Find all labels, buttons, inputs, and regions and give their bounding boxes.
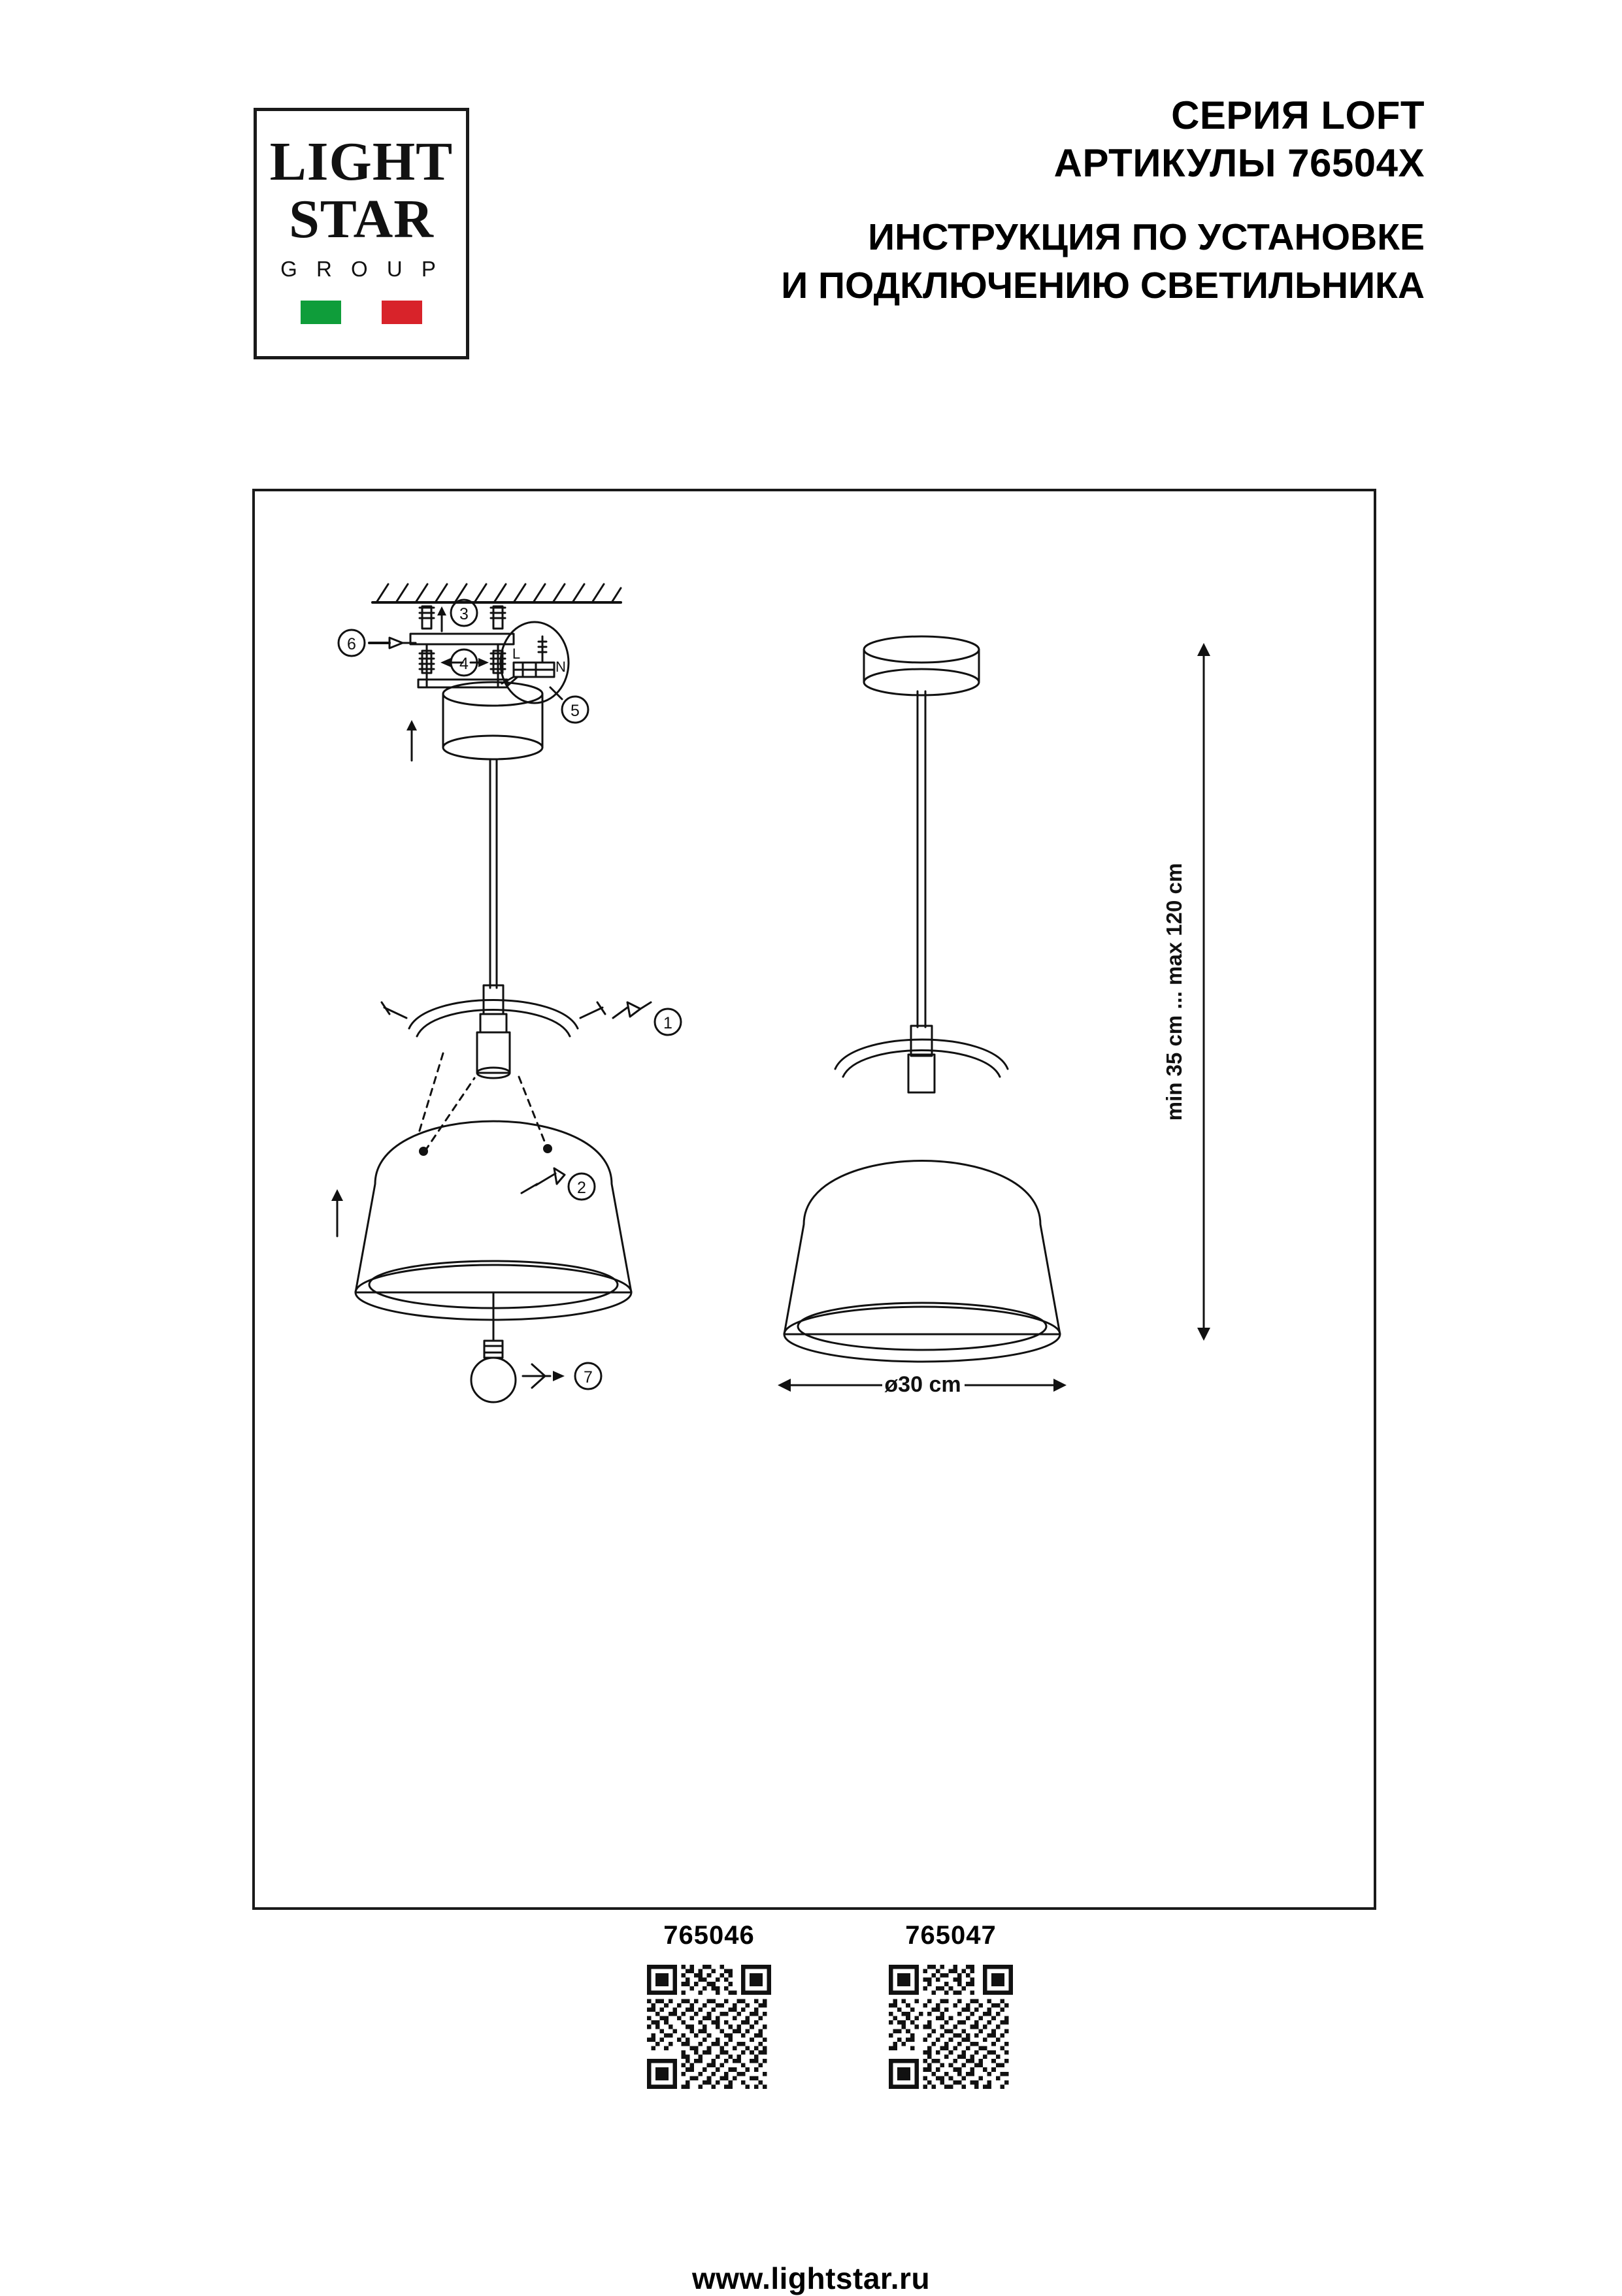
instruction-title-line-2: И ПОДКЛЮЧЕНИЮ СВЕТИЛЬНИКА (781, 265, 1425, 307)
terminal-label-N: N (555, 659, 566, 675)
page-header (0, 91, 1622, 405)
lamp-shade-exploded (356, 1121, 631, 1320)
screw-top-right (491, 606, 505, 629)
canopy-exploded (443, 682, 542, 759)
assembly-diagram (255, 491, 1374, 1907)
ceiling-surface (372, 584, 621, 602)
screw-top-left (420, 606, 434, 629)
instruction-title-line-1: ИНСТРУКЦИЯ ПО УСТАНОВКЕ (868, 216, 1425, 259)
assembled-lamp (784, 636, 1060, 1362)
shade-yoke (409, 985, 578, 1078)
hex-key-icon-2 (521, 1168, 565, 1193)
code-item (869, 1921, 1033, 2089)
qr-code-765047 (889, 1965, 1013, 2089)
assembly-guide-lines (418, 1053, 546, 1151)
screwdriver-icon-6 (369, 638, 416, 648)
dimension-height-label: min 35 cm ... max 120 cm (1162, 862, 1186, 1121)
articles-title: АРТИКУЛЫ 76504X (1053, 141, 1425, 186)
callout-7-label: 7 (584, 1368, 593, 1386)
bulb-install-arrow-7 (523, 1364, 565, 1388)
website-url[interactable]: www.lightstar.ru (691, 2261, 931, 2295)
product-codes (627, 1921, 1033, 2089)
screwdriver-icon-1 (613, 1002, 651, 1018)
arrow-up-3-head (437, 606, 446, 615)
title-block (562, 91, 1425, 310)
code-item (627, 1921, 791, 2089)
product-code-label: 765046 (663, 1921, 755, 1950)
callout-3-label: 3 (459, 605, 469, 623)
assembly-diagram-frame (252, 489, 1376, 1910)
dimension-height (1162, 643, 1210, 1341)
suspension-cord-left (490, 759, 497, 988)
brand-logo (254, 108, 469, 359)
series-title: СЕРИЯ LOFT (1171, 93, 1425, 137)
yoke-screw-left (382, 1002, 406, 1018)
dimension-diameter (778, 1372, 1067, 1398)
logo-line-light: LIGHT (269, 131, 454, 192)
callout-4-label: 4 (459, 655, 469, 673)
callout-1-label: 1 (663, 1014, 672, 1032)
callout-5-label: 5 (571, 702, 580, 720)
logo-line-group: G R O U P (280, 257, 442, 281)
logo-line-star: STAR (289, 189, 434, 250)
yoke-screw-right (580, 1002, 605, 1018)
dimension-diameter-label: ø30 cm (884, 1372, 961, 1397)
terminal-block-detail (501, 622, 569, 703)
italian-flag-icon (301, 301, 422, 324)
callout-6-label: 6 (347, 635, 356, 653)
product-code-label: 765047 (905, 1921, 997, 1950)
terminal-label-L: L (512, 646, 521, 662)
callout-2-label: 2 (577, 1179, 586, 1197)
qr-code-765046 (647, 1965, 771, 2089)
